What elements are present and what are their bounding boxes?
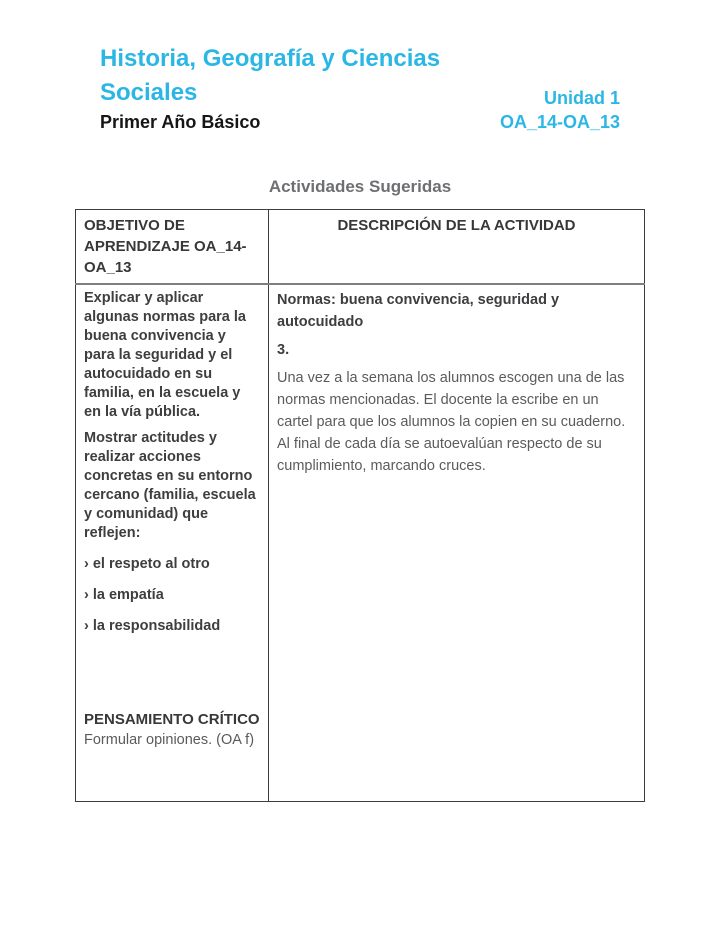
header-top-row — [100, 42, 620, 110]
oa-code: OA_14-OA_13 — [499, 112, 620, 132]
table-header-row — [76, 210, 645, 285]
critical-thinking-text: Formular opiniones. (OA f) — [84, 732, 255, 748]
section-heading: Actividades Sugeridas — [268, 177, 452, 196]
objective-bullet: › el respeto al otro — [84, 556, 210, 572]
activities-table — [75, 209, 645, 802]
grade-level: Primer Año Básico — [100, 112, 261, 132]
column-header-objective: OBJETIVO DE APRENDIZAJE OA_14-OA_13 — [76, 210, 269, 285]
objective-bullet: › la empatía — [84, 587, 164, 603]
activity-number: 3. — [277, 342, 290, 358]
objective-cell — [76, 284, 269, 801]
column-header-description: DESCRIPCIÓN DE LA ACTIVIDAD — [269, 210, 645, 285]
objective-paragraph: Explicar y aplicar algunas normas para la buena convivencia y para la seguridad y el autocuidado en su familia, en la escuela y en la vía pública. — [84, 290, 246, 420]
activity-cell — [269, 284, 645, 801]
objective-bullet: › la responsabilidad — [84, 618, 221, 634]
header-bottom-row — [100, 110, 620, 134]
activity-subtitle: Normas: buena convivencia, seguridad y autocuidado — [277, 292, 560, 330]
table-body-row — [76, 284, 645, 801]
activity-description: Una vez a la semana los alumnos escogen una de las normas mencionadas. El docente la escribe en un cartel para que los alumnos la copien en su cuaderno. Al final de cada día se autoevalúan respecto de su cumplimiento, marcando cruces. — [277, 370, 626, 474]
course-title: Historia, Geografía y Ciencias Sociales — [100, 45, 441, 106]
objective-paragraph: Mostrar actitudes y realizar acciones concretas en su entorno cercano (familia, escuela y comunidad) que reflejen: — [84, 430, 256, 541]
critical-thinking-title: PENSAMIENTO CRÍTICO — [84, 711, 260, 728]
document-header — [0, 0, 720, 134]
unit-label: Unidad 1 — [543, 88, 620, 108]
